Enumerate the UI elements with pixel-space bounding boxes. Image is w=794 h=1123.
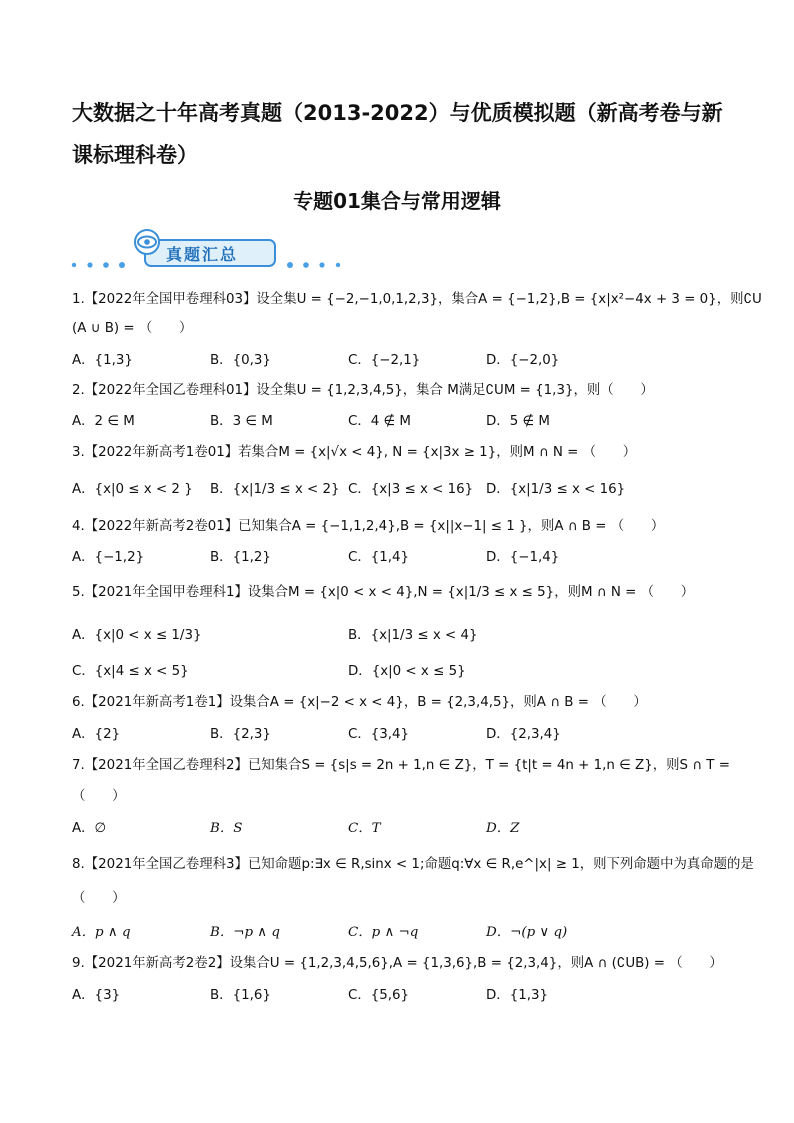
question-7-stem-line-2: （ ） <box>72 789 126 804</box>
eye-icon <box>136 234 158 250</box>
question-2-option-d: D．5 ∉ M <box>486 414 550 429</box>
question-7-option-d: D．Z <box>486 821 520 836</box>
question-8-option-a: A．p ∧ q <box>72 925 131 940</box>
banner-label: 真题汇总 <box>166 245 239 264</box>
question-3-stem: 3.【2022年新高考1卷01】若集合M = {x|√x < 4}, N = {x|3x ≥ 1}，则M ∩ N = （ ） <box>72 445 637 460</box>
question-7-option-a: A．∅ <box>72 821 107 836</box>
question-9-stem: 9.【2021年新高考2卷2】设集合U = {1,2,3,4,5,6},A = {1,3,6},B = {2,3,4}，则A ∩ (∁UB) = （ ） <box>72 956 723 971</box>
question-5-option-c: C．{x|4 ≤ x < 5} <box>72 664 189 679</box>
question-1-option-a: A．{1,3} <box>72 353 133 368</box>
question-1-option-d: D．{−2,0} <box>486 353 560 368</box>
question-3-option-d: D．{x|1/3 ≤ x < 16} <box>486 482 626 497</box>
question-4-option-c: C．{1,4} <box>348 550 410 565</box>
question-8-option-d: D．¬(p ∨ q) <box>486 925 568 940</box>
question-7-stem-line-1: 7.【2021年全国乙卷理科2】已知集合S = {s|s = 2n + 1,n ∈ Z}，T = {t|t = 4n + 1,n ∈ Z}，则S ∩ T = <box>72 758 730 773</box>
question-8-option-b: B．¬p ∧ q <box>210 925 280 940</box>
question-6-stem: 6.【2021年新高考1卷1】设集合A = {x|−2 < x < 4}，B = {2,3,4,5}，则A ∩ B = （ ） <box>72 695 647 710</box>
question-4-option-a: A．{−1,2} <box>72 550 145 565</box>
question-1-stem-line-1: 1.【2022年全国甲卷理科03】设全集U = {−2,−1,0,1,2,3}，集合A = {−1,2},B = {x|x²−4x + 3 = 0}，则∁U <box>72 292 762 307</box>
question-6-option-c: C．{3,4} <box>348 727 410 742</box>
section-banner <box>70 226 370 272</box>
question-2-stem: 2.【2022年全国乙卷理科01】设全集U = {1,2,3,4,5}，集合 M满足∁UM = {1,3}，则（ ） <box>72 383 654 398</box>
question-9-option-b: B．{1,6} <box>210 988 271 1003</box>
question-7-option-b: B．S <box>210 821 243 836</box>
question-5-option-d: D．{x|0 < x ≤ 5} <box>348 664 466 679</box>
question-7-option-c: C．T <box>348 821 381 836</box>
document-title: 大数据之十年高考真题（2013-2022）与优质模拟题（新高考卷与新课标理科卷） <box>72 101 723 167</box>
question-5-option-a: A．{x|0 < x ≤ 1/3} <box>72 628 202 643</box>
question-1-option-c: C．{−2,1} <box>348 353 421 368</box>
question-6-option-d: D．{2,3,4} <box>486 727 561 742</box>
question-2-option-c: C．4 ∉ M <box>348 414 411 429</box>
topic-subtitle: 专题01集合与常用逻辑 <box>293 189 501 213</box>
question-4-stem: 4.【2022年新高考2卷01】已知集合A = {−1,1,2,4},B = {x||x−1| ≤ 1 }，则A ∩ B = （ ） <box>72 519 665 534</box>
question-2-option-b: B．3 ∈ M <box>210 414 273 429</box>
question-6-option-a: A．{2} <box>72 727 121 742</box>
question-9-option-d: D．{1,3} <box>486 988 549 1003</box>
question-8-stem-line-1: 8.【2021年全国乙卷理科3】已知命题p:∃x ∈ R,sinx < 1;命题q:∀x ∈ R,e^|x| ≥ 1，则下列命题中为真命题的是 <box>72 857 754 872</box>
question-4-option-d: D．{−1,4} <box>486 550 560 565</box>
question-3-option-c: C．{x|3 ≤ x < 16} <box>348 482 474 497</box>
question-1-option-b: B．{0,3} <box>210 353 271 368</box>
question-8-option-c: C．p ∧ ¬q <box>348 925 419 940</box>
question-6-option-b: B．{2,3} <box>210 727 271 742</box>
question-2-option-a: A．2 ∈ M <box>72 414 135 429</box>
question-3-option-b: B．{x|1/3 ≤ x < 2} <box>210 482 340 497</box>
question-9-option-a: A．{3} <box>72 988 121 1003</box>
question-8-stem-line-2: （ ） <box>72 891 126 906</box>
question-4-option-b: B．{1,2} <box>210 550 271 565</box>
question-3-option-a: A．{x|0 ≤ x < 2 } <box>72 482 193 497</box>
question-5-option-b: B．{x|1/3 ≤ x < 4} <box>348 628 478 643</box>
question-9-option-c: C．{5,6} <box>348 988 410 1003</box>
question-5-stem: 5.【2021年全国甲卷理科1】设集合M = {x|0 < x < 4},N = {x|1/3 ≤ x ≤ 5}，则M ∩ N = （ ） <box>72 585 695 600</box>
question-1-stem-line-2: (A ∪ B) = （ ） <box>72 321 193 336</box>
